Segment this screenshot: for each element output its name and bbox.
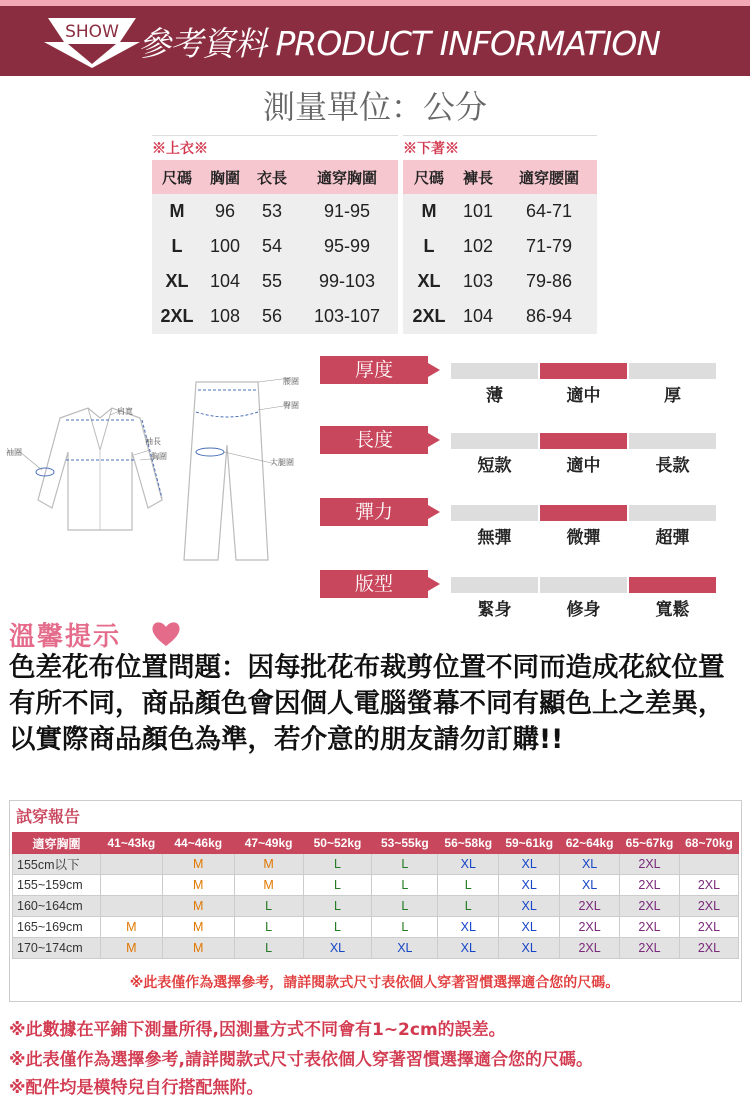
size-cell: XL — [303, 938, 372, 959]
size-cell: M — [234, 875, 303, 896]
size-cell: L — [303, 875, 372, 896]
attribute-option: 長款 — [655, 456, 690, 476]
attribute-option: 短款 — [477, 456, 512, 476]
table-row — [152, 264, 398, 299]
size-cell: M — [162, 938, 234, 959]
table-cell: 54 — [248, 229, 296, 264]
size-cell: M — [162, 854, 234, 875]
size-cell: XL — [438, 854, 499, 875]
attribute-option: 緊身 — [477, 600, 512, 620]
size-cell: M — [100, 917, 162, 938]
size-cell: M — [162, 875, 234, 896]
attribute-segment — [451, 577, 538, 593]
table-cell: 53 — [248, 194, 296, 229]
label-hip: 臀圍 — [283, 401, 299, 410]
size-cell: XL — [499, 875, 560, 896]
label-sleeve-circumference: 袖圍 — [6, 448, 22, 457]
report-header: 47~49kg — [234, 833, 303, 854]
attribute-segment — [629, 505, 716, 521]
table-cell: 55 — [248, 264, 296, 299]
attribute-label: 長度 — [320, 426, 428, 454]
table-cell: 108 — [202, 299, 248, 334]
size-cell: 2XL — [620, 896, 680, 917]
report-header: 56~58kg — [438, 833, 499, 854]
table-header: 適穿腰圍 — [501, 160, 597, 194]
bottoms-size-table — [403, 135, 597, 334]
size-cell — [100, 875, 162, 896]
height-cell: 160~164cm — [13, 896, 101, 917]
attribute-segment — [629, 363, 716, 379]
table-row — [13, 917, 739, 938]
size-cell — [679, 854, 738, 875]
report-header: 適穿胸圍 — [13, 833, 101, 854]
table-header: 適穿胸圍 — [296, 160, 398, 194]
table-cell: 99-103 — [296, 264, 398, 299]
heart-icon — [150, 620, 182, 648]
size-cell: M — [162, 917, 234, 938]
footnote: ※此數據在平鋪下測量所得,因測量方式不同會有1~2cm的誤差。 — [9, 1020, 506, 1040]
attribute-segment — [629, 433, 716, 449]
height-cell: 155~159cm — [13, 875, 101, 896]
size-cell: L — [372, 854, 438, 875]
size-cell: 2XL — [403, 299, 455, 334]
attribute-option: 微彈 — [566, 528, 601, 548]
footnote: ※此表僅作為選擇參考,請詳閱款式尺寸表依個人穿著習慣選擇適合您的尺碼。 — [9, 1050, 593, 1070]
attribute-option: 超彈 — [655, 528, 690, 548]
table-cell: 86-94 — [501, 299, 597, 334]
report-header: 59~61kg — [499, 833, 560, 854]
table-header: 褲長 — [455, 160, 501, 194]
show-label: SHOW — [65, 22, 119, 42]
attribute-segment — [540, 577, 627, 593]
report-note: ※此表僅作為選擇參考，請詳閱款式尺寸表依個人穿著習慣選擇適合您的尺碼。 — [129, 975, 620, 991]
attribute-option: 厚 — [664, 386, 681, 406]
table-row — [152, 299, 398, 334]
table-header: 衣長 — [248, 160, 296, 194]
attribute-segment-selected — [540, 363, 627, 379]
size-cell: 2XL — [560, 917, 620, 938]
size-cell: 2XL — [679, 917, 738, 938]
attribute-option: 適中 — [566, 386, 601, 406]
attribute-label: 彈力 — [320, 498, 428, 526]
table-row — [403, 194, 597, 229]
table-cell: 79-86 — [501, 264, 597, 299]
table-cell: 100 — [202, 229, 248, 264]
size-cell: L — [303, 917, 372, 938]
attribute-segment-selected — [540, 505, 627, 521]
size-cell: 2XL — [620, 917, 680, 938]
table-cell: 101 — [455, 194, 501, 229]
bottoms-caption: ※下著※ — [403, 136, 597, 161]
show-tag — [40, 14, 140, 68]
attribute-segment-selected — [629, 577, 716, 593]
size-cell: M — [100, 938, 162, 959]
report-header: 65~67kg — [620, 833, 680, 854]
table-cell: 64-71 — [501, 194, 597, 229]
size-cell: XL — [499, 896, 560, 917]
table-row — [13, 938, 739, 959]
size-cell: XL — [152, 264, 202, 299]
table-header: 尺碼 — [403, 160, 455, 194]
tip-body: 色差花布位置問題：因每批花布裁剪位置不同而造成花紋位置有所不同，商品顏色會因個人電腦螢幕不同有顯色上之差異，以實際商品顏色為準，若介意的朋友請勿訂購!! — [9, 652, 725, 755]
size-cell: 2XL — [560, 896, 620, 917]
table-row — [13, 875, 739, 896]
report-title: 試穿報告 — [16, 807, 81, 826]
attribute-segment — [451, 505, 538, 521]
size-cell: XL — [438, 917, 499, 938]
size-cell: XL — [403, 264, 455, 299]
label-thigh: 大腿圍 — [270, 458, 294, 467]
size-cell: 2XL — [679, 938, 738, 959]
size-cell: L — [303, 854, 372, 875]
size-cell: 2XL — [679, 875, 738, 896]
size-cell: 2XL — [560, 938, 620, 959]
table-cell: 91-95 — [296, 194, 398, 229]
report-header: 41~43kg — [100, 833, 162, 854]
size-cell: L — [303, 896, 372, 917]
measurement-diagram — [0, 360, 320, 580]
table-cell: 96 — [202, 194, 248, 229]
report-header: 68~70kg — [679, 833, 738, 854]
table-cell: 71-79 — [501, 229, 597, 264]
size-cell: L — [372, 875, 438, 896]
table-row — [403, 229, 597, 264]
size-cell: XL — [499, 917, 560, 938]
table-row — [13, 854, 739, 875]
size-cell: XL — [372, 938, 438, 959]
height-cell: 155cm以下 — [13, 854, 101, 875]
size-cell: L — [372, 917, 438, 938]
height-cell: 170~174cm — [13, 938, 101, 959]
garment-outline-illustration — [0, 360, 320, 580]
size-cell: M — [234, 854, 303, 875]
size-cell: L — [403, 229, 455, 264]
table-row — [152, 194, 398, 229]
size-cell: L — [152, 229, 202, 264]
size-cell: L — [372, 896, 438, 917]
label-shoulder: 肩寬 — [117, 407, 133, 416]
size-cell: XL — [560, 854, 620, 875]
tip-title: 溫馨提示 — [9, 622, 122, 652]
size-cell — [100, 854, 162, 875]
size-cell: L — [234, 938, 303, 959]
table-row — [13, 896, 739, 917]
report-header: 44~46kg — [162, 833, 234, 854]
attribute-segment-selected — [540, 433, 627, 449]
label-sleeve-length: 袖長 — [145, 437, 161, 446]
page-title: 參考資料 PRODUCT INFORMATION — [138, 24, 661, 63]
size-cell — [100, 896, 162, 917]
footnote: ※配件均是模特兒自行搭配無附。 — [9, 1078, 264, 1098]
table-cell: 103-107 — [296, 299, 398, 334]
attribute-option: 薄 — [486, 386, 503, 406]
table-row — [403, 299, 597, 334]
attribute-option: 適中 — [566, 456, 601, 476]
size-cell: L — [438, 875, 499, 896]
attribute-segment — [451, 363, 538, 379]
height-cell: 165~169cm — [13, 917, 101, 938]
table-cell: 102 — [455, 229, 501, 264]
report-header: 50~52kg — [303, 833, 372, 854]
tops-size-table — [152, 135, 398, 334]
size-cell: 2XL — [620, 938, 680, 959]
table-cell: 103 — [455, 264, 501, 299]
table-header: 尺碼 — [152, 160, 202, 194]
size-cell: 2XL — [620, 875, 680, 896]
size-cell: L — [234, 896, 303, 917]
attribute-option: 寬鬆 — [655, 600, 690, 620]
table-row — [403, 264, 597, 299]
table-header: 胸圍 — [202, 160, 248, 194]
size-cell: 2XL — [620, 854, 680, 875]
measurement-unit: 測量單位：公分 — [262, 88, 487, 126]
size-cell: XL — [499, 854, 560, 875]
size-cell: L — [438, 896, 499, 917]
table-cell: 56 — [248, 299, 296, 334]
label-chest: 胸圍 — [151, 452, 167, 461]
report-header: 62~64kg — [560, 833, 620, 854]
size-cell: L — [234, 917, 303, 938]
attribute-option: 無彈 — [477, 528, 512, 548]
label-waist: 腰圍 — [283, 377, 299, 386]
size-cell: M — [403, 194, 455, 229]
size-cell: M — [162, 896, 234, 917]
size-cell: 2XL — [679, 896, 738, 917]
size-cell: XL — [499, 938, 560, 959]
report-header: 53~55kg — [372, 833, 438, 854]
table-cell: 95-99 — [296, 229, 398, 264]
table-cell: 104 — [455, 299, 501, 334]
try-on-report-table — [12, 832, 739, 959]
table-row — [152, 229, 398, 264]
size-cell: M — [152, 194, 202, 229]
attribute-label: 厚度 — [320, 356, 428, 384]
size-cell: 2XL — [152, 299, 202, 334]
table-cell: 104 — [202, 264, 248, 299]
attribute-label: 版型 — [320, 570, 428, 598]
tops-caption: ※上衣※ — [152, 136, 398, 161]
size-cell: XL — [438, 938, 499, 959]
attribute-segment — [451, 433, 538, 449]
attribute-option: 修身 — [566, 600, 601, 620]
size-cell: XL — [560, 875, 620, 896]
